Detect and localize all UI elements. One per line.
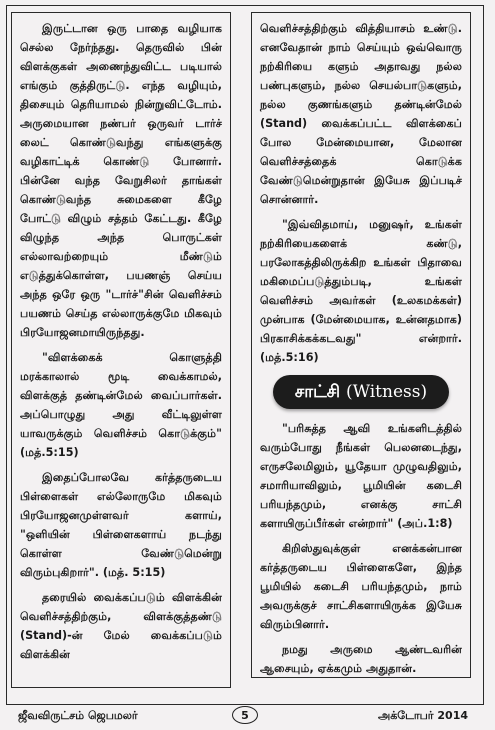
issue-date: அக்டோபர் 2014 — [378, 709, 468, 722]
page-number: 5 — [232, 706, 258, 724]
right-paragraph-4: கிறிஸ்துவுக்குள் எனக்கன்பான கர்த்தருடைய பிள்ளைகளே, இந்த பூமியில் கடைசி பரியந்தமும், நாம் அவருக்குச் சாட்சிகளாயிருக்க இயேசு விரும்பினார். — [260, 542, 462, 631]
left-paragraph-1: இருட்டான ஒரு பாதை வழியாக செல்ல நேர்ந்தது. தெருவில் பின் விளக்குகள் அணைந்துவிட்ட படியால் எங்கும் குத்திருட்டு. எந்த வழியும், திசையும் தெரியாமல் நின்றுவிட்டோம். அருமையான நண்பர் ஒருவர் டார்ச் லைட் கொண்டுவந்து எங்களுக்கு வழிகாட்டிக் கொண்டு போனார். பின்னே வந்த வேறுசிலர் தாங்கள் கொண்டுவந்த சுமைகளை கீழே போட்டு விழும் சத்தம் கேட்டது. கீழே விழுந்த அந்த பொருட்கள் எல்லாவற்றையும் மீண்டும் எடுத்துக்கொள்ள, பயணஞ் செய்ய அந்த ஒரே ஒரு "டார்ச்"சின் வெளிச்சம் பயணம் செய்த எல்லாருக்குமே மிகவும் பிரயோஜனமாயிருந்தது. — [20, 22, 222, 339]
left-paragraph-3: இதைப்போலவே கர்த்தருடைய பிள்ளைகள் எல்லோருமே மிகவும் பிரயோஜனமுள்ளவர் களாய், "ஒளியின் பிள்ளைகளாய் நடந்து கொள்ள வேண்டுமென்று விரும்புகிறார்". (மத். 5:15) — [20, 471, 222, 579]
magazine-name: ஜீவவிருட்சம் ஜெபமலர் — [18, 709, 138, 722]
left-paragraph-4: தரையில் வைக்கப்படும் விளக்கின் வெளிச்சத்திற்கும், விளக்குத்தண்டு (Stand)-ன் மேல் வைக்கப்படும் விளக்கின் — [20, 591, 222, 661]
right-paragraph-1: வெளிச்சத்திற்கும் வித்தியாசம் உண்டு. எனவேதான் நாம் செய்யும் ஒவ்வொரு நற்கிரியை களும் அதாவது நல்ல பண்புகளும், நல்ல செயல்பாடுகளும், நல்ல குணங்களும் தண்டின்மேல் (Stand) வைக்கப்பட்ட விளக்கைப் போல மேன்மையான, மேலான வெளிச்சத்தைக் கொடுக்க வேண்டுமென்றுதான் இயேசு இப்படிச் சொன்னார். — [260, 22, 462, 206]
heading-english: (Witness) — [345, 382, 428, 402]
section-heading-badge — [273, 375, 449, 409]
right-quote-acts-1-8: "பரிசுத்த ஆவி உங்களிடத்தில் வரும்போது நீங்கள் பெலனடைந்து, எருசலேமிலும், யூதேயா முழுவதிலும், சமாரியாவிலும், பூமியின் கடைசி பரியந்தமும், எனக்கு சாட்சி களாயிருப்பீர்கள் என்றார்" (அப்.1:8) — [260, 422, 462, 530]
page-footer — [6, 706, 484, 726]
heading-tamil: சாட்சி — [294, 382, 341, 402]
section-heading-wrap — [260, 375, 462, 409]
left-quote-mat-5-15: "விளக்கைக் கொளுத்தி மரக்காலால் மூடி வைக்காமல், விளக்குத் தண்டின்மேல் வைப்பார்கள். அப்பொழுது அது வீட்டிலுள்ள யாவருக்கும் வெளிச்சம் கொடுக்கும்" (மத்.5:15) — [20, 351, 222, 459]
right-paragraph-5: நமது அருமை ஆண்டவரின் ஆசையும், ஏக்கமும் அதுதான். — [260, 643, 462, 675]
right-column — [251, 12, 471, 678]
right-quote-mat-5-16: "இவ்விதமாய், மனுஷர், உங்கள் நற்கிரியைகளைக் கண்டு, பரலோகத்திலிருக்கிற உங்கள் பிதாவை மகிமைப்படுத்தும்படி, உங்கள் வெளிச்சம் அவர்கள் (உலகமக்கள்) முன்பாக (மேன்மையாக, உன்னதமாக) பிரகாசிக்கக்கடவது" என்றார். (மத்.5:16) — [260, 218, 462, 364]
left-column — [11, 12, 231, 688]
